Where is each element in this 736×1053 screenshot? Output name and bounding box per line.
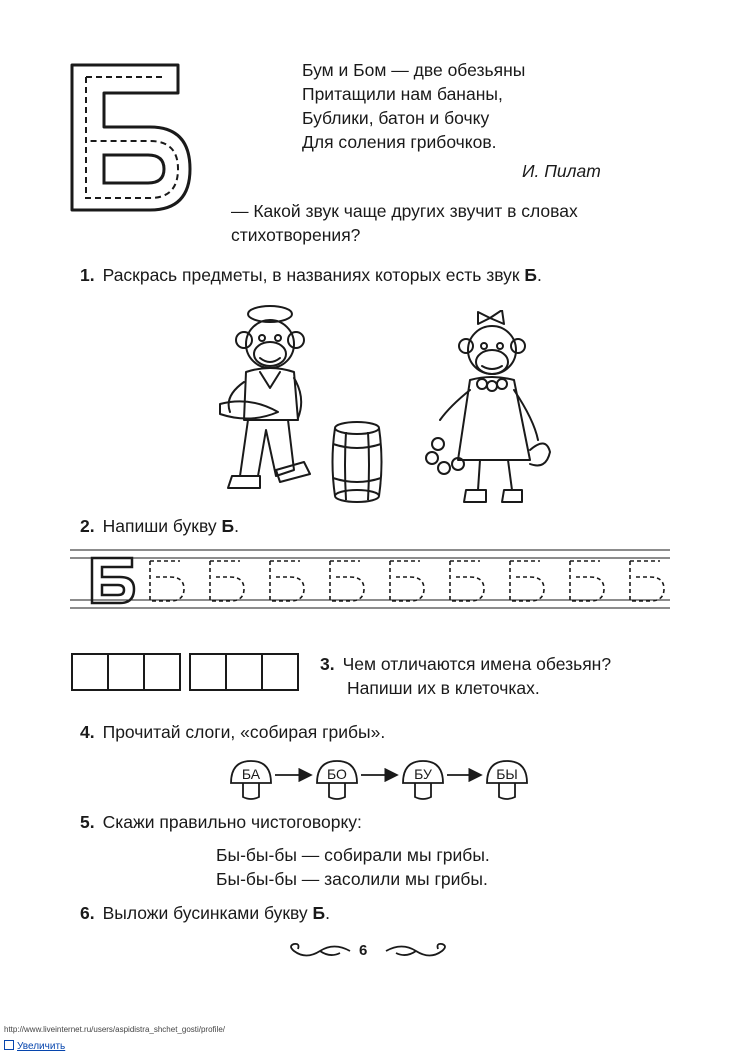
- task-number: 5.: [80, 812, 95, 832]
- task-text-line1: Чем отличаются имена обезьян?: [342, 654, 612, 674]
- syllable-label: БУ: [414, 766, 432, 782]
- monkey-bum-illustration: [210, 300, 320, 500]
- poem-line: Бум и Бом — две обезьяны: [302, 60, 526, 80]
- task-bold-letter: Б: [524, 265, 537, 285]
- barrel-illustration: [330, 420, 385, 505]
- task-number: 3.: [320, 654, 335, 674]
- task-text: Напиши букву: [102, 516, 222, 536]
- task-number: 6.: [80, 903, 95, 923]
- syllable-label: БА: [241, 766, 261, 782]
- footer-url: http://www.liveinternet.ru/users/aspidistra_shchet_gosti/profile/: [4, 1025, 225, 1034]
- task-3: [320, 652, 611, 700]
- task-tail: .: [536, 265, 542, 285]
- zoom-link[interactable]: [4, 1040, 65, 1052]
- task-text-line2: Напиши их в клеточках.: [347, 678, 540, 698]
- question: — Какой звук чаще других звучит в словах стихотворения?: [231, 201, 578, 245]
- task-6: [80, 903, 330, 924]
- task-bold-letter: Б: [221, 516, 235, 536]
- big-letter-b-outline: [60, 55, 200, 220]
- poem-line: Бублики, батон и бочку: [302, 108, 490, 128]
- task-tail: .: [234, 516, 239, 536]
- zoom-link-label: Увеличить: [17, 1041, 66, 1052]
- syllable-label: БО: [327, 766, 347, 782]
- ornament-right-icon: [384, 940, 450, 962]
- task-1: [80, 265, 542, 286]
- poem: [302, 58, 525, 154]
- task-text: Раскрась предметы, в названиях которых есть звук: [102, 265, 525, 285]
- poem-author: И. Пилат: [522, 161, 601, 181]
- syllable-label: БЫ: [496, 766, 518, 782]
- task-4: [80, 722, 385, 743]
- page-number: 6: [359, 942, 368, 959]
- poem-line: Притащили нам бананы,: [302, 84, 503, 104]
- syllable-mushrooms: [225, 757, 535, 803]
- answer-cells[interactable]: [70, 652, 302, 694]
- task-number: 1.: [80, 265, 95, 285]
- writing-practice-lines: [70, 545, 670, 613]
- tongue-twister-line: Бы-бы-бы — засолили мы грибы.: [216, 869, 488, 889]
- zoom-icon: [4, 1040, 14, 1050]
- task-number: 2.: [80, 516, 95, 536]
- task-text: Выложи бусинками букву: [102, 903, 313, 923]
- task-bold-letter: Б: [312, 903, 326, 923]
- task-number: 4.: [80, 722, 95, 742]
- task-2: [80, 516, 239, 537]
- ornament-left-icon: [286, 940, 352, 962]
- tongue-twister-line: Бы-бы-бы — собирали мы грибы.: [216, 845, 490, 865]
- poem-line: Для соления грибочков.: [302, 132, 497, 152]
- task-5: [80, 812, 362, 833]
- task-text: Прочитай слоги, «собирая грибы».: [102, 722, 386, 742]
- tongue-twister: [216, 843, 490, 891]
- task-text: Скажи правильно чистоговорку:: [102, 812, 362, 832]
- monkey-bom-illustration: [422, 310, 552, 510]
- task-tail: .: [325, 903, 330, 923]
